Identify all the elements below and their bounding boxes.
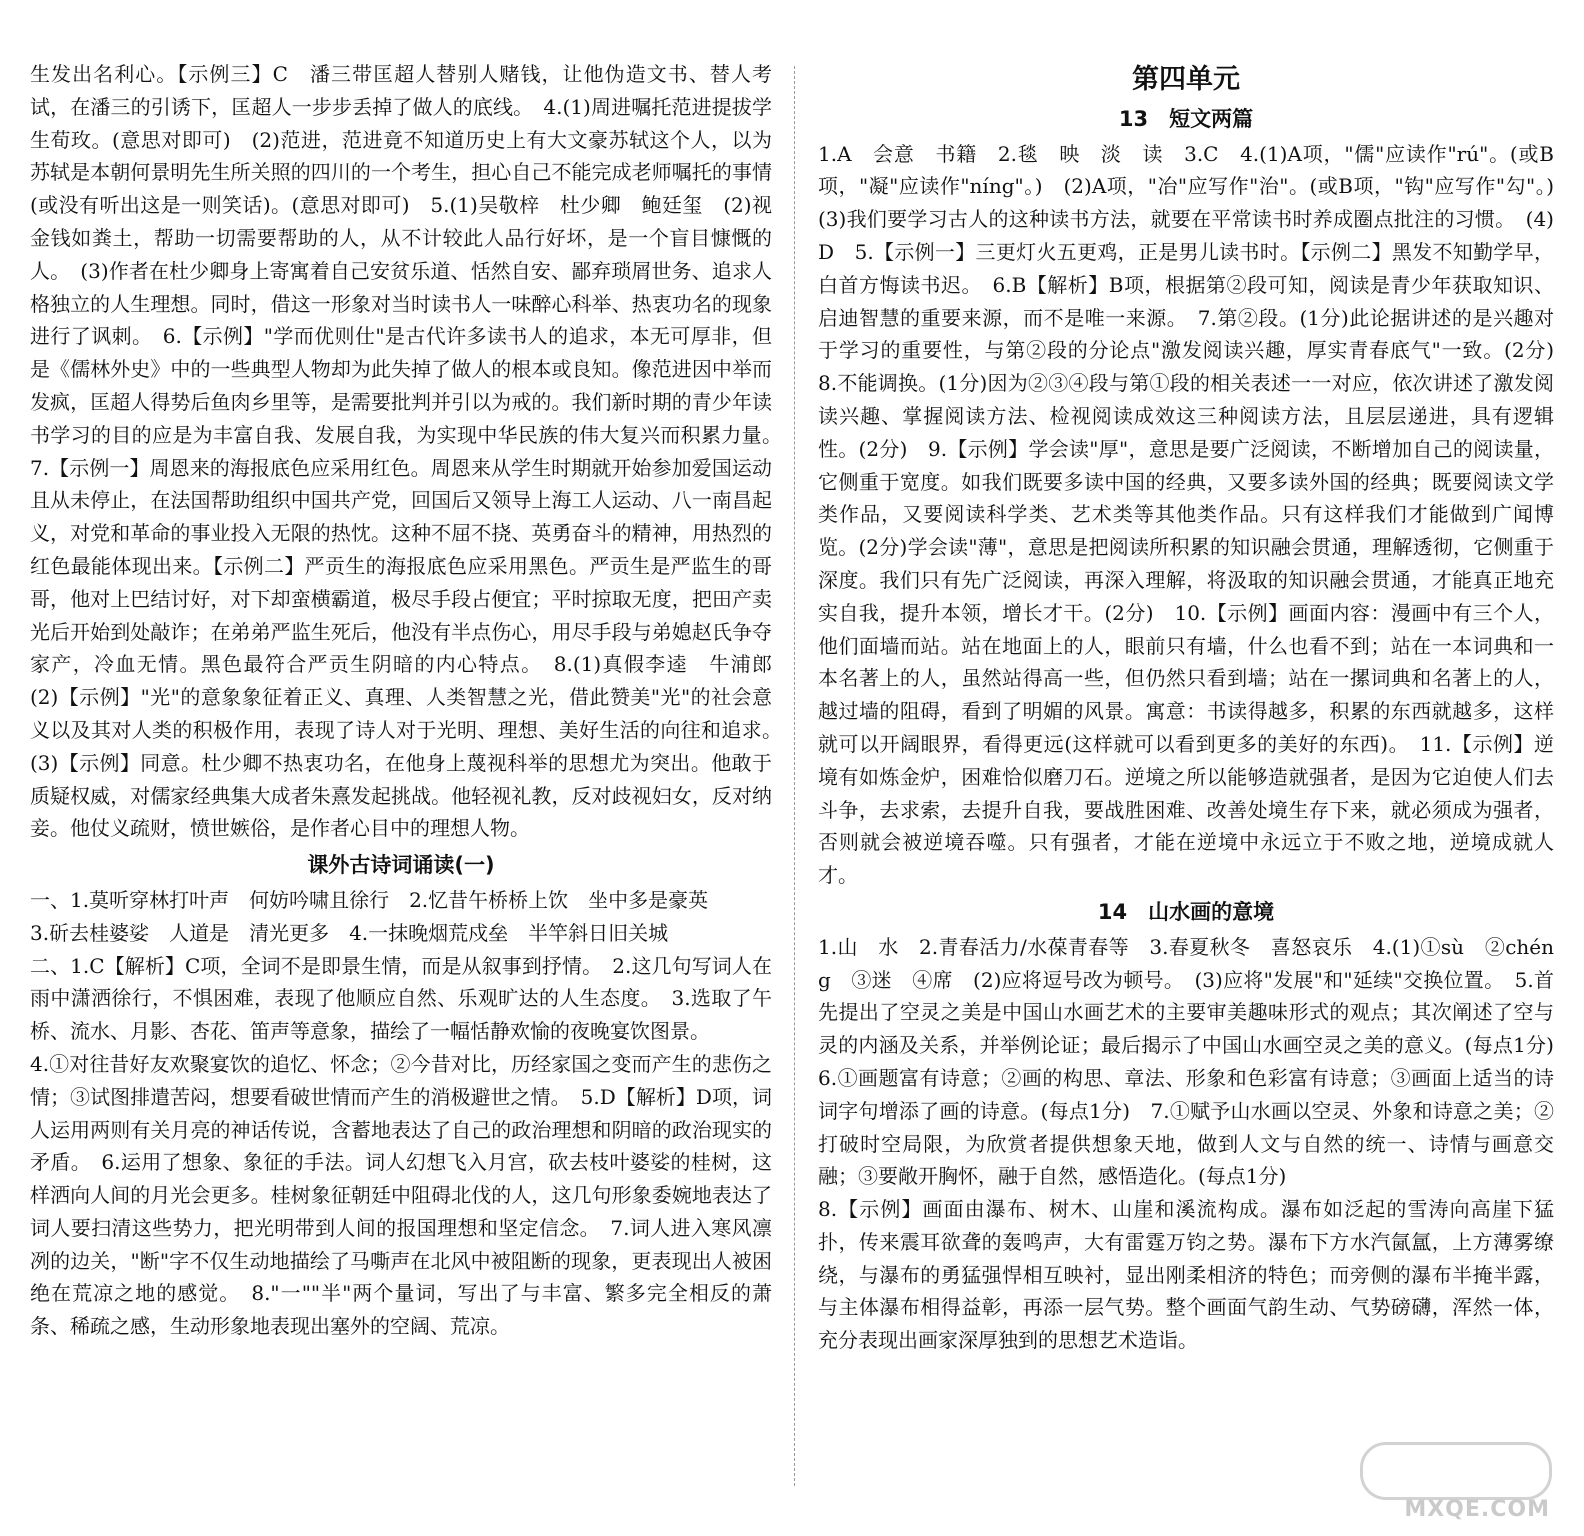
watermark	[1360, 1442, 1560, 1522]
unit-title: 第四单元	[1132, 64, 1240, 95]
right-paragraph-3: 8.【示例】画面由瀑布、树木、山崖和溪流构成。瀑布如泛起的雪涛向高崖下猛扑，传来震耳欲聋的轰鸣声，大有雷霆万钧之势。瀑布下方水汽氤氲，上方薄雾缭绕，与瀑布的勇猛强悍相互映衬，显出刚柔相济的特色；而旁侧的瀑布半掩半露，与主体瀑布相得益彰，再添一层气势。整个画面气韵生动、气势磅礴，浑然一体，充分表现出画家深厚独到的思想艺术造诣。	[818, 1197, 1554, 1353]
left-paragraph-3: 3.斫去桂婆娑 人道是 清光更多 4.一抹晚烟荒戍垒 半竿斜日旧关城	[30, 920, 669, 945]
left-column	[30, 58, 792, 1343]
right-column	[818, 60, 1574, 1357]
column-divider	[794, 66, 795, 1486]
left-paragraph-4: 二、1.C【解析】C项，全词不是即景生情，而是从叙事到抒情。 2.这几句写词人在雨中潇洒徐行，不惧困难，表现了他顺应自然、乐观旷达的人生态度。 3.选取了午桥、流水、月影、杏花、笛声等意象，描绘了一幅恬静欢愉的夜晚宴饮图景。	[30, 953, 772, 1044]
left-paragraph-5: 4.①对往昔好友欢聚宴饮的追忆、怀念；②今昔对比，历经家国之变而产生的悲伤之情；③试图排遣苦闷，想要看破世情而产生的消极避世之情。 5.D【解析】D项，词人运用两则有关月亮的神话传说，含蓄地表达了自己的政治理想和阴暗的政治现实的矛盾。 6.运用了想象、象征的手法。词人幻想飞入月宫，砍去枝叶婆娑的桂树，这样洒向人间的月光会更多。桂树象征朝廷中阻碍北伐的人，这几句形象委婉地表达了词人要扫清这些势力，把光明带到人间的报国理想和坚定信念。 7.词人进入寒风凛冽的边关，"断"字不仅生动地描绘了马嘶声在北风中被阻断的现象，更表现出人被困绝在荒凉之地的感觉。 8."一""半"两个量词，写出了与丰富、繁多完全相反的萧条、稀疏之感，生动形象地表现出塞外的空阔、荒凉。	[30, 1051, 772, 1339]
right-paragraph-1: 1.A 会意 书籍 2.毯 映 淡 读 3.C 4.(1)A项，"儒"应读作"rú"。(或B项，"凝"应读作"níng"。) (2)A项，"冶"应写作"治"。(或B项，"钩"应写作"勾"。) (3)我们要学习古人的这种读书方法，就要在平常读书时养成圈点批注的习惯。 (4)D 5.【示例一】三更灯火五更鸡，正是男儿读书时。【示例二】黑发不知勤学早，白首方悔读书迟。 6.B【解析】B项，根据第②段可知，阅读是青少年获取知识、启迪智慧的重要来源，而不是唯一来源。 7.第②段。(1分)此论据讲述的是兴趣对于学习的重要性，与第②段的分论点"激发阅读兴趣，厚实青春底气"一致。(2分) 8.不能调换。(1分)因为②③④段与第①段的相关表述一一对应，依次讲述了激发阅读兴趣、掌握阅读方法、检视阅读成效这三种阅读方法，且层层递进，具有逻辑性。(2分) 9.【示例】学会读"厚"，意思是要广泛阅读，不断增加自己的阅读量，它侧重于宽度。如我们既要多读中国的经典，又要多读外国的经典；既要阅读文学类作品，又要阅读科学类、艺术类等其他类作品。只有这样我们才能做到广闻博览。(2分)学会读"薄"，意思是把阅读所积累的知识融会贯通，理解透彻，它侧重于深度。我们只有先广泛阅读，再深入理解，将汲取的知识融会贯通，才能真正地充实自我，提升本领，增长才干。(2分) 10.【示例】画面内容：漫画中有三个人，他们面墙而站。站在地面上的人，眼前只有墙，什么也看不到；站在一本词典和一本名著上的人，虽然站得高一些，但仍然只看到墙；站在一摞词典和名著上的人，越过墙的阻碍，看到了明媚的风景。寓意：书读得越多，积累的东西就越多，这样就可以开阔眼界，看得更远(这样就可以看到更多的美好的东西)。 11.【示例】逆境有如炼金炉，困难恰似磨刀石。逆境之所以能够造就强者，是因为它迫使人们去斗争，去求索，去提升自我，要战胜困难、改善处境生存下来，就必须成为强者，否则就会被逆境吞噬。只有强者，才能在逆境中永远立于不败之地，逆境成就人才。	[818, 141, 1574, 888]
section-title-14: 14 山水画的意境	[1097, 899, 1275, 924]
watermark-logo-icon	[1360, 1442, 1552, 1500]
left-paragraph-2: 一、1.莫听穿林打叶声 何妨吟啸且徐行 2.忆昔午桥桥上饮 坐中多是豪英	[30, 887, 709, 912]
section-title-ancient-poems: 课外古诗词诵读(一)	[307, 853, 495, 878]
watermark-text: MXQE.COM	[1404, 1497, 1550, 1522]
left-paragraph-1: 生发出名利心。【示例三】C 潘三带匡超人替别人赌钱，让他伪造文书、替人考试，在潘三的引诱下，匡超人一步步丢掉了做人的底线。 4.(1)周进嘱托范进提拔学生荀玫。(意思对即可) (2)范进，范进竟不知道历史上有大文豪苏轼这个人，以为苏轼是本朝何景明先生所关照的四川的一个考生，担心自己不能完成老师嘱托的事情(或没有听出这是一则笑话)。(意思对即可) 5.(1)吴敬梓 杜少卿 鲍廷玺 (2)视金钱如粪土，帮助一切需要帮助的人，从不计较此人品行好坏，是一个盲目慷慨的人。 (3)作者在杜少卿身上寄寓着自己安贫乐道、恬然自安、鄙弃琐屑世务、追求人格独立的人生理想。同时，借这一形象对当时读书人一味醉心科举、热衷功名的现象进行了讽刺。 6.【示例】"学而优则仕"是古代许多读书人的追求，本无可厚非，但是《儒林外史》中的一些典型人物却为此失掉了做人的根本或良知。像范进因中举而发疯，匡超人得势后鱼肉乡里等，是需要批判并引以为戒的。我们新时期的青少年读书学习的目的应是为丰富自我、发展自我，为实现中华民族的伟大复兴而积累力量。 7.【示例一】周恩来的海报底色应采用红色。周恩来从学生时期就开始参加爱国运动且从未停止，在法国帮助组织中国共产党，回国后又领导上海工人运动、八一南昌起义，对党和革命的事业投入无限的热忱。这种不屈不挠、英勇奋斗的精神，用热烈的红色最能体现出来。【示例二】严贡生的海报底色应采用黑色。严贡生是严监生的哥哥，他对上巴结讨好，对下却蛮横霸道，极尽手段占便宜；平时掠取无度，把田产卖光后开始到处敲诈；在弟弟严监生死后，他没有半点伤心，用尽手段与弟媳赵氏争夺家产，冷血无情。黑色最符合严贡生阴暗的内心特点。 8.(1)真假李逵 牛浦郎 (2)【示例】"光"的意象象征着正义、真理、人类智慧之光，借此赞美"光"的社会意义以及其对人类的积极作用，表现了诗人对于光明、理想、美好生活的向往和追求。 (3)【示例】同意。杜少卿不热衷功名，在他身上蔑视科举的思想尤为突出。他敢于质疑权威，对儒家经典集大成者朱熹发起挑战。他轻视礼教，反对歧视妇女，反对纳妾。他仗义疏财，愤世嫉俗，是作者心目中的理想人物。	[30, 62, 792, 841]
section-title-13: 13 短文两篇	[1118, 106, 1254, 131]
right-paragraph-2: 1.山 水 2.青春活力/水葆青春等 3.春夏秋冬 喜怒哀乐 4.(1)①sù ②chéng ③迷 ④席 (2)应将逗号改为顿号。 (3)应将"发展"和"延续"交换位置。 5.首先提出了空灵之美是中国山水画艺术的主要审美趣味形式的观点；其次阐述了空与灵的内涵及关系，并举例论证；最后揭示了中国山水画空灵之美的意义。(每点1分) 6.①画题富有诗意；②画的构思、章法、形象和色彩富有诗意；③画面上适当的诗词字句增添了画的诗意。(每点1分) 7.①赋予山水画以空灵、外象和诗意之美；②打破时空局限，为欣赏者提供想象天地，做到人文与自然的统一、诗情与画意交融；③要敞开胸怀，融于自然，感悟造化。(每点1分)	[818, 934, 1574, 1189]
